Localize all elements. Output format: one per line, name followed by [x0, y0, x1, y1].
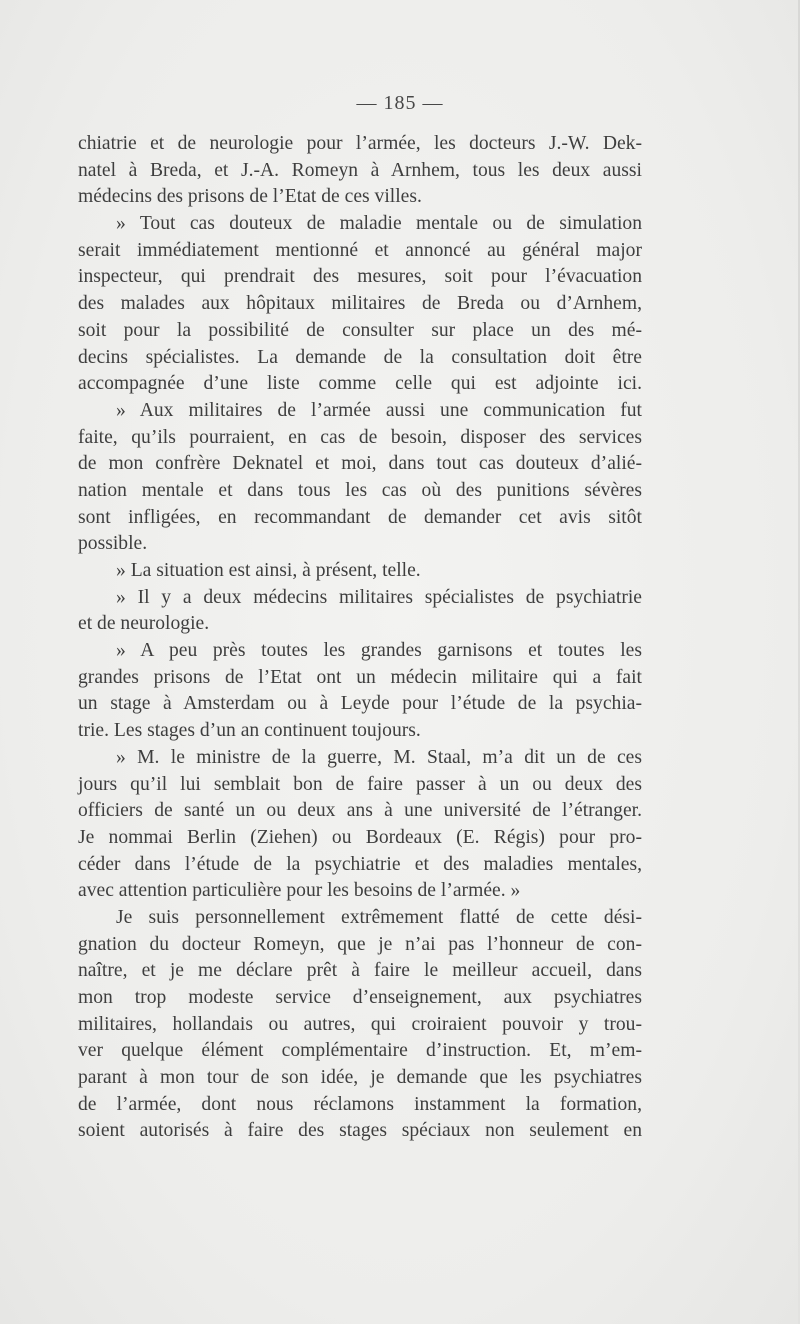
text-line: ver quelque élément complémentaire d’instruction. Et, m’em-	[78, 1040, 642, 1062]
text-line: » Tout cas douteux de maladie mentale ou de simulation	[116, 213, 642, 235]
text-line: chiatrie et de neurologie pour l’armée, les docteurs J.-W. Dek-	[78, 133, 642, 154]
text-line: accompagnée d’une liste comme celle qui est adjointe ici.	[78, 373, 642, 395]
text-line: Je suis personnellement extrêmement flatté de cette dési-	[116, 906, 642, 928]
text-line: faite, qu’ils pourraient, en cas de besoin, disposer des services	[78, 426, 642, 448]
text-line: naître, et je me déclare prêt à faire le meilleur accueil, dans	[78, 960, 642, 982]
text-line: un stage à Amsterdam ou à Leyde pour l’étude de la psychia-	[78, 693, 642, 715]
text-line: jours qu’il lui semblait bon de faire passer à un ou deux des	[78, 773, 642, 795]
text-line: possible.	[78, 533, 148, 555]
text-line: inspecteur, qui prendrait des mesures, soit pour l’évacuation	[78, 266, 642, 288]
text-line: officiers de santé un ou deux ans à une université de l’étranger.	[78, 800, 642, 822]
text-line: militaires, hollandais ou autres, qui croiraient pouvoir y trou-	[78, 1013, 642, 1035]
text-line: céder dans l’étude de la psychiatrie et des maladies mentales,	[78, 853, 642, 875]
text-line: serait immédiatement mentionné et annoncé au général major	[78, 239, 642, 261]
text-line: de l’armée, dont nous réclamons instamment la formation,	[78, 1093, 642, 1115]
text-line: des malades aux hôpitaux militaires de Breda ou d’Arnhem,	[78, 293, 642, 315]
text-line: Je nommai Berlin (Ziehen) ou Bordeaux (E. Régis) pour pro-	[78, 826, 642, 848]
text-line: mon trop modeste service d’enseignement, aux psychiatres	[78, 987, 642, 1008]
text-line: decins spécialistes. La demande de la consultation doit être	[78, 346, 642, 368]
text-line: avec attention particulière pour les besoins de l’armée. »	[78, 880, 521, 902]
text-line: soit pour la possibilité de consulter sur place un des mé-	[78, 319, 642, 341]
text-line: médecins des prisons de l’Etat de ces villes.	[78, 186, 422, 208]
text-line: » M. le ministre de la guerre, M. Staal, m’a dit un de ces	[116, 746, 642, 768]
text-line: » Il y a deux médecins militaires spécialistes de psychiatrie	[116, 586, 642, 608]
text-line: sont infligées, en recommandant de demander cet avis sitôt	[78, 506, 642, 528]
text-line: » La situation est ainsi, à présent, telle.	[116, 560, 421, 581]
text-line: nation mentale et dans tous les cas où des punitions sévères	[78, 479, 642, 501]
body-text	[78, 131, 642, 1145]
text-line: » Aux militaires de l’armée aussi une communication fut	[116, 399, 642, 421]
text-line: soient autorisés à faire des stages spéciaux non seulement en	[78, 1120, 642, 1142]
text-line: parant à mon tour de son idée, je demande que les psychiatres	[78, 1067, 642, 1089]
text-line: natel à Breda, et J.-A. Romeyn à Arnhem, tous les deux aussi	[78, 159, 642, 181]
page-number: — 185 —	[356, 92, 444, 114]
text-line: de mon confrère Deknatel et moi, dans tout cas douteux d’alié-	[78, 453, 642, 475]
text-line: et de neurologie.	[78, 613, 210, 635]
text-line: gnation du docteur Romeyn, que je n’ai pas l’honneur de con-	[78, 933, 642, 955]
text-line: trie. Les stages d’un an continuent toujours.	[78, 720, 421, 742]
text-line: » A peu près toutes les grandes garnisons et toutes les	[116, 640, 642, 662]
text-line: grandes prisons de l’Etat ont un médecin militaire qui a fait	[78, 666, 642, 688]
